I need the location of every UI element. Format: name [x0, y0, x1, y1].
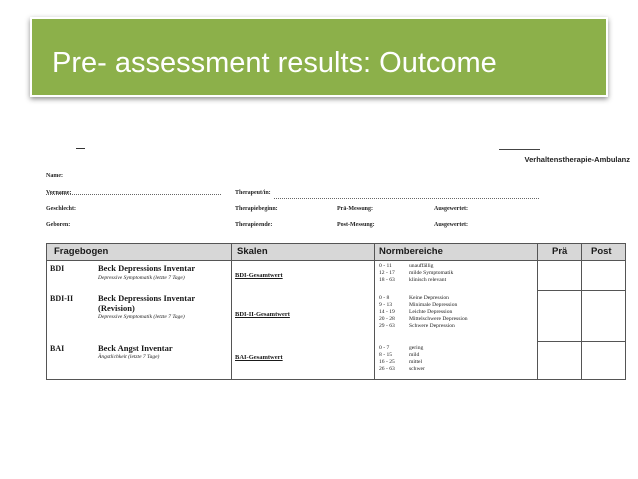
row-code: BAI [50, 344, 65, 353]
norm-entry: 0 - 11 unauffällig [379, 263, 434, 269]
field-label-therapeut: Therapeut/in: [235, 190, 271, 196]
table-border-top [46, 243, 626, 244]
scale-name: BDI-Gesamtwert [235, 272, 283, 279]
table-border-left [46, 243, 47, 380]
questionnaire-subtitle: Depressive Symptomatik (letzte 7 Tage) [98, 275, 185, 281]
header-skalen: Skalen [237, 246, 268, 257]
field-label-geschlecht: Geschlecht: [46, 206, 76, 212]
document-header-mark [76, 148, 85, 149]
table-header-row [46, 243, 626, 260]
field-label-name: Name: [46, 173, 63, 179]
header-divider [46, 260, 626, 261]
results-table [46, 243, 626, 380]
field-label-post-messung: Post-Messung: [337, 222, 375, 228]
header-fragebogen: Fragebogen [54, 246, 109, 257]
header-post: Post [591, 246, 612, 257]
field-label-geboren: Geboren: [46, 222, 71, 228]
header-prae: Prä [552, 246, 568, 257]
field-label-ausgewertet-1: Ausgewertet: [434, 206, 468, 212]
norm-entry: 0 - 8 Keine Depression [379, 295, 449, 301]
field-label-therapieende: Therapieende: [235, 222, 273, 228]
row-code: BDI [50, 264, 65, 273]
field-line-name [46, 194, 221, 195]
slide-title: Pre- assessment results: Outcome [52, 47, 497, 79]
norm-entry: 8 - 15 mild [379, 352, 420, 358]
table-border-bottom [46, 379, 626, 380]
norm-entry: 20 - 28 Mittelschwere Depression [379, 316, 468, 322]
norm-entry: 12 - 17 milde Symptomatik [379, 270, 454, 276]
questionnaire-subtitle: Ängstlichkeit (letzte 7 Tage) [98, 354, 160, 360]
field-label-vorname: Vorname: [46, 190, 72, 196]
questionnaire-name: Beck Depressions Inventar [98, 263, 196, 273]
field-label-prae-messung: Prä-Messung: [337, 206, 373, 212]
norm-range-list [379, 345, 425, 373]
norm-entry: 14 - 19 Leichte Depression [379, 309, 453, 315]
table-border-right [625, 243, 626, 380]
row-divider [537, 341, 626, 342]
slide-title-bar [30, 17, 608, 97]
clinic-rule [499, 149, 540, 150]
column-divider [537, 243, 538, 380]
column-divider [374, 243, 375, 380]
norm-entry: 29 - 63 Schwere Depression [379, 323, 455, 329]
questionnaire-name: Beck Depressions Inventar [98, 293, 196, 303]
header-normbereiche: Normbereiche [379, 246, 443, 257]
norm-range-list [379, 295, 468, 330]
clinic-name: Verhaltenstherapie-Ambulanz [524, 155, 630, 164]
questionnaire-name-line2: (Revision) [98, 303, 135, 313]
questionnaire-subtitle: Depressive Symptomatik (letzte 7 Tage) [98, 314, 185, 320]
assessment-document [46, 140, 630, 385]
column-divider [231, 243, 232, 380]
norm-entry: 16 - 25 mittel [379, 359, 423, 365]
row-code: BDI-II [50, 294, 74, 303]
norm-entry: 9 - 13 Minimale Depression [379, 302, 458, 308]
norm-range-list [379, 263, 453, 284]
field-label-therapiebeginn: Therapiebeginn: [235, 206, 278, 212]
field-line-therapeut [274, 198, 539, 199]
row-divider [537, 290, 626, 291]
norm-entry: 26 - 63 schwer [379, 366, 425, 372]
field-label-ausgewertet-2: Ausgewertet: [434, 222, 468, 228]
norm-entry: 18 - 63 klinisch relevant [379, 277, 447, 283]
norm-entry: 0 - 7 gering [379, 345, 424, 351]
scale-name: BDI-II-Gesamtwert [235, 311, 290, 318]
questionnaire-name: Beck Angst Inventar [98, 343, 173, 353]
scale-name: BAI-Gesamtwert [235, 354, 283, 361]
column-divider [581, 243, 582, 380]
